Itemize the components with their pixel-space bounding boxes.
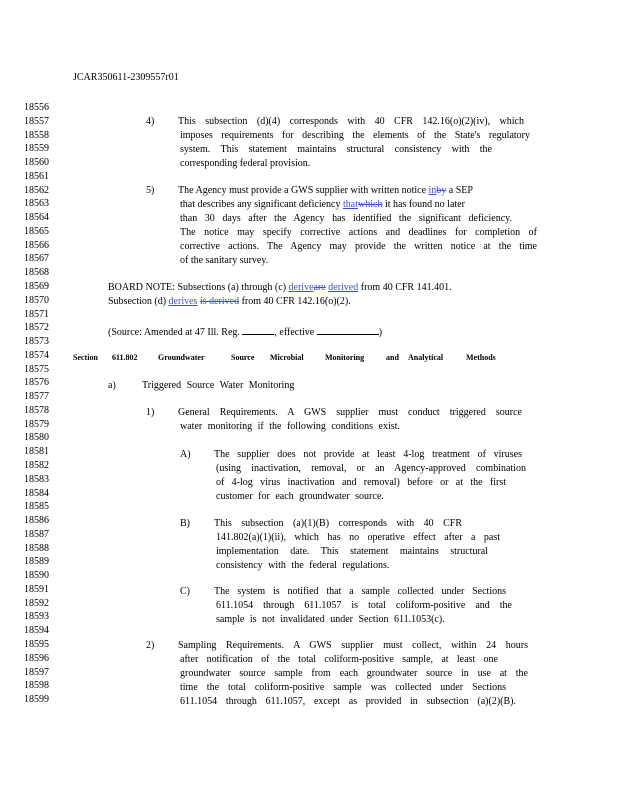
line-number: 18566 [24, 239, 49, 251]
line-number: 18557 [24, 115, 49, 127]
line-number: 18594 [24, 625, 49, 637]
item-4-number: 4) [146, 116, 155, 127]
section-title-word: Microbial [270, 353, 304, 362]
line-number: 18582 [24, 460, 49, 472]
a1A-line: The supplier does not provide at least 4-log treatment of viruses [214, 449, 522, 460]
a1A-number: A) [180, 449, 191, 460]
line-number: 18588 [24, 542, 49, 554]
subsection-a-title: Triggered Source Water Monitoring [142, 380, 295, 391]
a1-line: General Requirements. A GWS supplier must conduct triggered source [178, 407, 522, 418]
document-id: JCAR350611-2309557r01 [73, 72, 179, 83]
item-5-line: corrective actions. The Agency may provide the written notice at the time [180, 241, 537, 252]
a1-line: water monitoring if the following conditions exist. [180, 421, 400, 432]
a1B-line: 141.802(a)(1)(ii), which has no operative effect after a past [216, 532, 500, 543]
line-number: 18564 [24, 212, 49, 224]
line-number: 18584 [24, 487, 49, 499]
line-number: 18585 [24, 501, 49, 513]
line-number: 18591 [24, 583, 49, 595]
line-number: 18573 [24, 336, 49, 348]
line-number: 18571 [24, 308, 49, 320]
line-number: 18598 [24, 680, 49, 692]
source-note: (Source: Amended at 47 Ill. Reg. , effective ) [108, 324, 382, 339]
section-title-word: and [386, 353, 399, 362]
a2-line: groundwater source sample from each groundwater source in use at the [180, 668, 528, 679]
line-number: 18569 [24, 281, 49, 292]
section-title-word: Analytical [408, 353, 444, 362]
item-5-line: The notice may specify corrective actions and deadlines for completion of [180, 227, 537, 238]
line-number: 18574 [24, 349, 49, 361]
line-number: 18579 [24, 418, 49, 430]
section-title-word: Methods [466, 353, 496, 362]
line-number: 18577 [24, 391, 49, 403]
item-5-line: that describes any significant deficiency thatwhich it has found no later [180, 199, 465, 210]
line-number: 18576 [24, 377, 49, 389]
a1B-line: consistency with the federal regulations. [216, 560, 390, 571]
a1C-line: sample is not invalidated under Section 611.1053(c). [216, 614, 445, 625]
a1A-line: customer for each groundwater source. [216, 491, 384, 502]
line-number: 18581 [24, 446, 49, 458]
item-5-line: of the sanitary survey. [180, 255, 269, 266]
a1B-line: This subsection (a)(1)(B) corresponds with 40 CFR [214, 518, 462, 529]
a1C-line: The system is notified that a sample collected under Sections [214, 586, 506, 597]
item-5-line: The Agency must provide a GWS supplier with written notice inby a SEP [178, 185, 473, 196]
line-number: 18565 [24, 225, 49, 237]
board-note-line: Subsection (d) derives is derived from 40 CFR 142.16(o)(2). [108, 296, 351, 307]
line-number: 18556 [24, 102, 49, 113]
date-blank [317, 324, 379, 335]
line-number: 18580 [24, 432, 49, 444]
section-number: 611.802 [112, 353, 138, 362]
a2-line: 611.1054 through 611.1057, except as provided in subsection (a)(2)(B). [180, 696, 516, 707]
line-number: 18559 [24, 143, 49, 155]
item-5-line: than 30 days after the Agency has identified the significant deficiency. [180, 213, 512, 224]
item-4-line: system. This statement maintains structural consistency with the [180, 144, 492, 155]
line-number: 18587 [24, 528, 49, 540]
line-number: 18562 [24, 184, 49, 196]
a1A-line: (using inactivation, removal, or an Agency-approved combination [216, 463, 526, 474]
a2-line: after notification of the total coliform-positive sample, at least one [180, 654, 498, 665]
line-number: 18561 [24, 170, 49, 182]
line-number: 18583 [24, 473, 49, 485]
section-title-word: Source [231, 353, 255, 362]
a1B-number: B) [180, 518, 190, 529]
section-title-word: Monitoring [325, 353, 365, 362]
line-number: 18572 [24, 322, 49, 334]
line-number: 18597 [24, 666, 49, 678]
a2-number: 2) [146, 640, 155, 651]
line-number: 18570 [24, 294, 49, 306]
line-number: 18596 [24, 652, 49, 664]
line-number: 18589 [24, 556, 49, 568]
line-number: 18558 [24, 129, 49, 141]
item-4-line: corresponding federal provision. [180, 158, 311, 169]
line-number: 18578 [24, 404, 49, 416]
line-number: 18586 [24, 515, 49, 527]
a2-line: Sampling Requirements. A GWS supplier must collect, within 24 hours [178, 640, 528, 651]
a1B-line: implementation date. This statement maintains structural [216, 546, 488, 557]
volume-blank [242, 324, 274, 335]
a1A-line: of 4-log virus inactivation and removal) before or at the first [216, 477, 506, 488]
line-number: 18567 [24, 253, 49, 265]
a1C-line: 611.1054 through 611.1057 is total coliform-positive and the [216, 600, 512, 611]
line-number: 18595 [24, 639, 49, 651]
line-number: 18599 [24, 694, 49, 706]
item-4-line: imposes requirements for describing the elements of the State's regulatory [180, 130, 530, 141]
line-number: 18563 [24, 198, 49, 210]
item-4-line: This subsection (d)(4) corresponds with 40 CFR 142.16(o)(2)(iv), which [178, 116, 524, 127]
line-number: 18575 [24, 363, 49, 375]
section-label: Section [73, 353, 98, 362]
line-number: 18560 [24, 157, 49, 169]
a1C-number: C) [180, 586, 190, 597]
line-number: 18568 [24, 267, 49, 279]
board-note-line: BOARD NOTE: Subsections (a) through (c) deriveare derived from 40 CFR 141.401. [108, 282, 452, 293]
line-number: 18592 [24, 597, 49, 609]
a2-line: time the total coliform-positive sample was collected under Sections [180, 682, 506, 693]
subsection-a-number: a) [108, 380, 116, 391]
a1-number: 1) [146, 407, 155, 418]
line-number: 18593 [24, 611, 49, 623]
line-number: 18590 [24, 570, 49, 582]
item-5-number: 5) [146, 185, 155, 196]
section-title-word: Groundwater [158, 353, 205, 362]
